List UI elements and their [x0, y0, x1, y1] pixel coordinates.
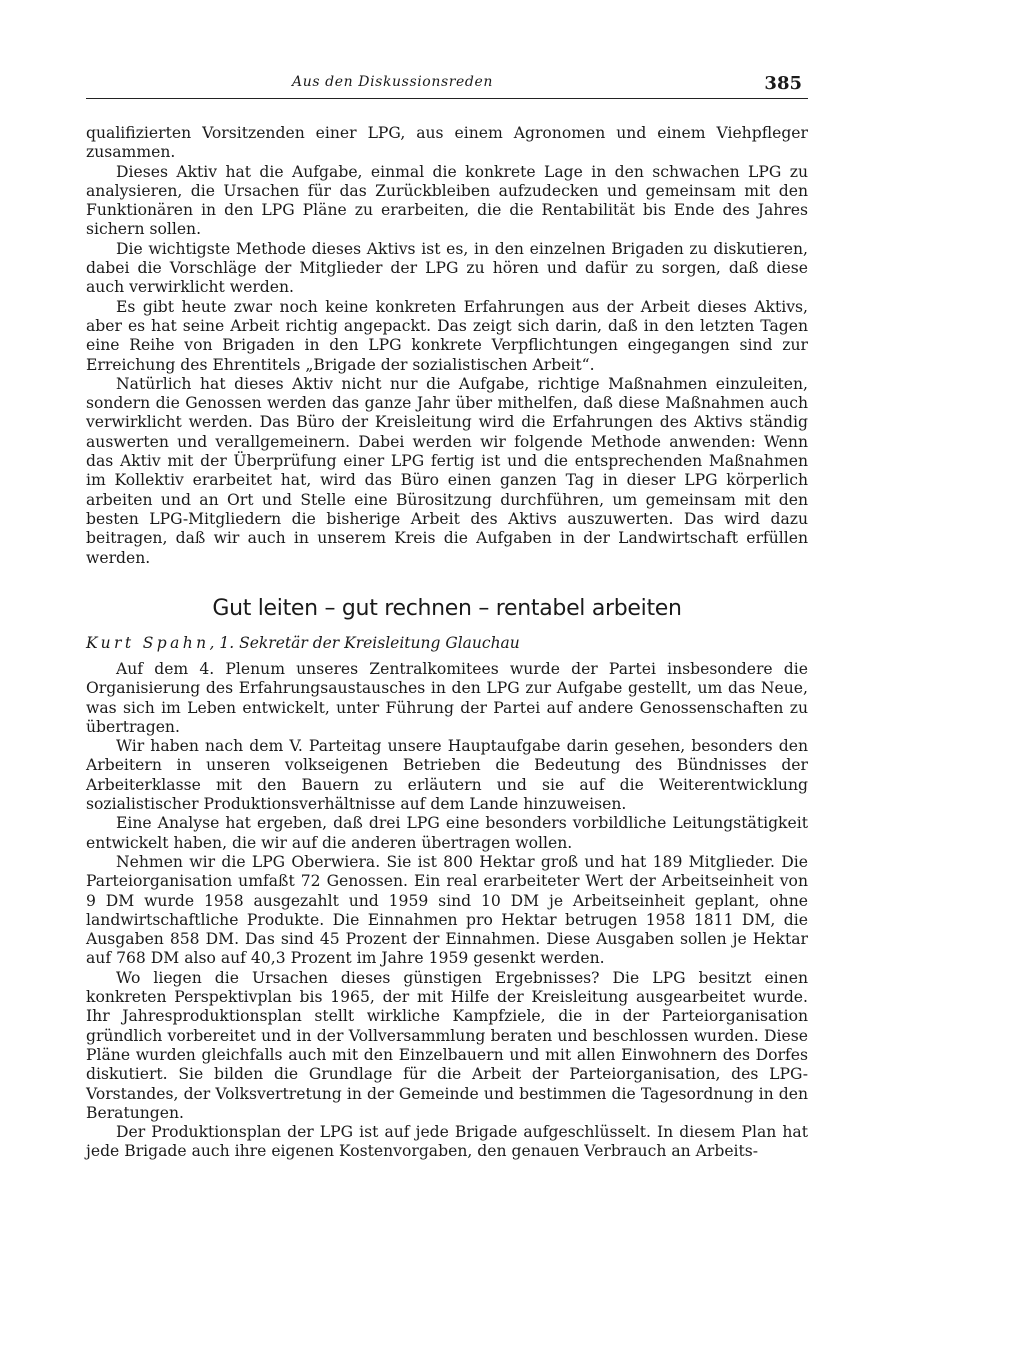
paragraph: Eine Analyse hat ergeben, daß drei LPG eine besonders vorbildliche Leitungstätigkeit entwickelt haben, die wir auf die anderen übertragen wollen.: [86, 814, 808, 852]
paragraph: Auf dem 4. Plenum unseres Zentralkomitees wurde der Partei insbesondere die Organisierung des Erfahrungsaustausches in den LPG zur Aufgabe gestellt, um das Neue, was sich im Leben entwickelt, unter Führung der Partei auf andere Genossenschaften zu übertragen.: [86, 660, 808, 736]
paragraph: Wo liegen die Ursachen dieses günstigen Ergebnisses? Die LPG besitzt einen konkreten Perspektivplan bis 1965, der mit Hilfe der Kreisleitung ausgearbeitet wurde. Ihr Jahresproduktionsplan stellt wirkliche Kampfziele, die in der Parteiorganisation gründlich vorbereitet und in der Vollversammlung beraten und beschlossen wurden. Diese Pläne wurden gleichfalls auch mit den Einzelbauern und mit allen Einwohnern des Dorfes diskutiert. Sie bilden die Grundlage für die Arbeit der Parteiorganisation, des LPG-Vorstandes, der Volksvertretung in der Gemeinde und bestimmen die Tagesordnung in den Beratungen.: [86, 968, 808, 1122]
text-block-speech: [86, 660, 808, 1162]
paragraph: Natürlich hat dieses Aktiv nicht nur die Aufgabe, richtige Maßnahmen einzuleiten, sondern die Genossen werden das ganze Jahr über mithelfen, daß diese Maßnahmen auch verwirklicht werden. Das Büro der Kreisleitung wird die Erfahrungen des Aktivs ständig auswerten und verallgemeinern. Dabei werden wir folgende Methode anwenden: Wenn das Aktiv mit der Überprüfung einer LPG fertig ist und die entsprechenden Maßnahmen im Kollektiv erarbeitet hat, wird das Büro einen ganzen Tag in dieser LPG körperlich arbeiten und an Ort und Stelle eine Bürositzung durchführen, um gemeinsam mit den besten LPG-Mitgliedern die bisherige Arbeit des Aktivs auszuwerten. Das wird dazu beitragen, daß wir auch in unserem Kreis die Aufgaben in der Landwirtschaft erfüllen werden.: [86, 374, 808, 567]
text-block-continued: [86, 124, 808, 568]
section-heading: Gut leiten – gut rechnen – rentabel arbeiten: [212, 596, 682, 621]
page-number: 385: [764, 73, 802, 94]
speaker-role: , 1. Sekretär der Kreisleitung Glauchau: [209, 634, 520, 652]
paragraph: Der Produktionsplan der LPG ist auf jede Brigade aufgeschlüsselt. In diesem Plan hat jede Brigade auch ihre eigenen Kostenvorgaben, den genauen Verbrauch an Arbeits-: [86, 1123, 808, 1161]
speaker-byline: [86, 634, 808, 652]
paragraph: Es gibt heute zwar noch keine konkreten Erfahrungen aus der Arbeit dieses Aktivs, aber es hat seine Arbeit richtig angepackt. Das zeigt sich darin, daß in den letzten Tagen eine Reihe von Brigaden in den LPG konkrete Verpflichtungen eingegangen sind zur Erreichung des Ehrentitels „Brigade der sozialistischen Arbeit“.: [86, 297, 808, 374]
paragraph: qualifizierten Vorsitzenden einer LPG, aus einem Agronomen und einem Viehpfleger zusammen.: [86, 124, 808, 162]
speaker-name: Kurt Spahn: [86, 634, 210, 652]
paragraph: Die wichtigste Methode dieses Aktivs ist es, in den einzelnen Brigaden zu diskutieren, dabei die Vorschläge der Mitglieder der LPG zu hören und dafür zu sorgen, daß diese auch verwirklicht werden.: [86, 239, 808, 297]
running-header: [86, 72, 808, 99]
paragraph: Nehmen wir die LPG Oberwiera. Sie ist 800 Hektar groß und hat 189 Mitglieder. Die Parteiorganisation umfaßt 72 Genossen. Ein real erarbeiteter Wert der Arbeitseinheit von 9 DM wurde 1958 ausgezahlt und 1959 sind 10 DM je Arbeitseinheit geplant, ohne landwirtschaftliche Produkte. Die Einnahmen pro Hektar betrugen 1958 1811 DM, die Ausgaben 858 DM. Das sind 45 Prozent der Einnahmen. Diese Ausgaben sollen je Hektar auf 768 DM also auf 40,3 Prozent im Jahre 1959 gesenkt werden.: [86, 852, 808, 968]
paragraph: Wir haben nach dem V. Parteitag unsere Hauptaufgabe darin gesehen, besonders den Arbeitern in unseren volkseigenen Betrieben die Bedeutung des Bündnisses der Arbeiterklasse mit den Bauern zu erläutern und sie auf die Weiterentwicklung sozialistischer Produktionsverhältnisse auf dem Lande hinzuweisen.: [86, 737, 808, 814]
running-title: Aus den Diskussionsreden: [292, 74, 493, 90]
paragraph: Dieses Aktiv hat die Aufgabe, einmal die konkrete Lage in den schwachen LPG zu analysieren, die Ursachen für das Zurückbleiben aufzudecken und gemeinsam mit den Funktionären in den LPG Pläne zu erarbeiten, die die Rentabilität bis Ende des Jahres sichern sollen.: [86, 162, 808, 239]
